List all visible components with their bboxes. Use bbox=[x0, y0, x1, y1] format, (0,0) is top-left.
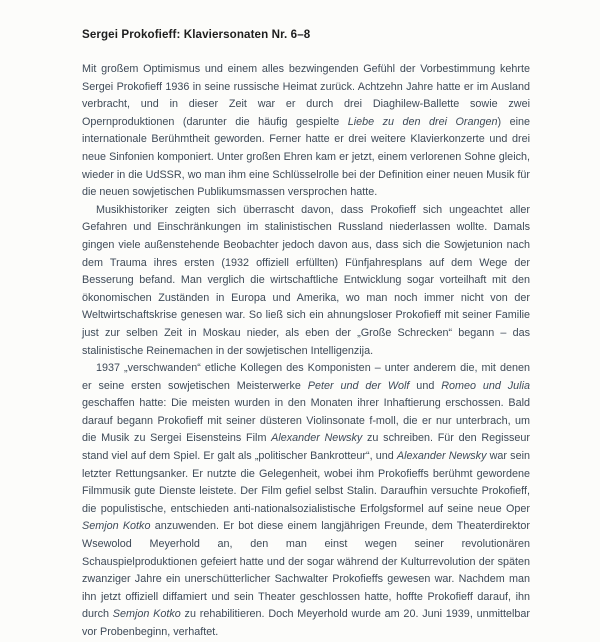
paragraph bbox=[82, 202, 530, 360]
text-run: 1937 „verschwanden“ etliche Kollegen des Komponisten – unter anderem die, mit denen er seine ersten sowjetischen Meisterwerke bbox=[82, 362, 530, 392]
text-run: war sein letzter Rettungsanker. Er nutzte die Gelegenheit, wobei ihm Prokofieffs berühmt gewordene Filmmusik gute Dienste leistete. Der Film gefiel selbst Stalin. Daraufhin versuchte Prokofieff, die populistische, entschieden anti-nationalsozialistische Erfolgsformel auf seine neue Oper bbox=[82, 450, 530, 515]
text-run: geschaffen hatte: Die meisten wurden in den Monaten ihrer Inhaftierung erschossen. Bald darauf begann Prokofieff mit seiner düsteren Violinsonate f-moll, die er nur unterbrach, um die Musik zu Sergei Eisensteins Film bbox=[82, 397, 530, 445]
text-run: anzuwenden. Er bot diese einem langjährigen Freunde, dem Theaterdirektor Wsewolod Meyerhold an, den man einst wegen seiner revolutionären Schauspielproduktionen gefeiert hatte und der sogar während der Kulturrevolution der späten zwanziger Jahre ein unerschütterlicher Sachwalter Prokofieffs gewesen war. Nachdem man ihn jetzt offiziell diffamiert und sein Theater geschlossen hatte, hoffte Prokofieff darauf, ihn durch bbox=[82, 520, 530, 621]
paragraph bbox=[82, 360, 530, 642]
text-run: zu schreiben. Für den Regisseur stand viel auf dem Spiel. Er galt als „politischer Bankrotteur“, und bbox=[82, 432, 530, 463]
work-title-italic: Liebe zu den drei Orangen bbox=[347, 115, 498, 128]
article-title: Sergei Prokofieff: Klaviersonaten Nr. 6–8 bbox=[82, 28, 311, 41]
work-title-italic: Romeo und Julia bbox=[441, 379, 530, 392]
paragraph bbox=[82, 61, 530, 202]
work-title-italic: Alexander Newsky bbox=[271, 432, 363, 445]
text-run: zu rehabilitieren. Doch Meyerhold wurde am 20. Juni 1939, unmittelbar vor Probenbeginn, verhaftet. bbox=[82, 608, 530, 638]
work-title-italic: Peter und der Wolf bbox=[307, 379, 410, 392]
work-title-italic: Alexander Newsky bbox=[396, 450, 487, 463]
text-run: ) eine internationale Berühmtheit geworden. Ferner hatte er drei weitere Klavierkonzerte und drei neue Sinfonien komponiert. Unter großen Ehren kam er jetzt, einem verlorenen Sohne gleich, wieder in die UdSSR, wo man ihm eine Schlüsselrolle bei der Definition einer neuen Musik für die neuen sowjetischen Publikumsmassen versprochen hatte. bbox=[82, 115, 531, 199]
work-title-italic: Semjon Kotko bbox=[112, 608, 181, 621]
text-run: und bbox=[409, 379, 442, 392]
text-run: Mit großem Optimismus und einem alles bezwingenden Gefühl der Vorbestimmung kehrte Sergei Prokofieff 1936 in seine russische Heimat zurück. Achtzehn Jahre hatte er im Ausland verbracht, und in dieser Zeit war er durch drei Diaghilew-Ballette sowie zwei Opernproduktionen (darunter die häufig gespielte bbox=[82, 63, 530, 128]
article-body bbox=[82, 61, 530, 642]
work-title-italic: Semjon Kotko bbox=[82, 520, 151, 533]
text-run: Musikhistoriker zeigten sich überrascht davon, dass Prokofieff sich ungeachtet aller Gefahren und Einschränkungen im stalinistischen Russland niederlassen wollte. Damals gingen viele außenstehende Beobachter jedoch davon aus, dass sich die Sowjetunion nach dem Trauma ihres ersten (1932 offiziell erfüllten) Fünfjahresplans auf dem Wege der Besserung befand. Man verglich die wirtschaftliche Entwicklung sogar vorteilhaft mit den ökonomischen Zuständen in Europa und Amerika, wo man noch immer nicht von der Weltwirtschaftskrise genesen war. So ließ sich ein ahnungsloser Prokofieff mit seiner Familie just zur selben Zeit in Moskau nieder, als eben der „Große Schrecken“ begann – das stalinistische Reinemachen in der sowjetischen Intelligenzija. bbox=[82, 203, 530, 357]
